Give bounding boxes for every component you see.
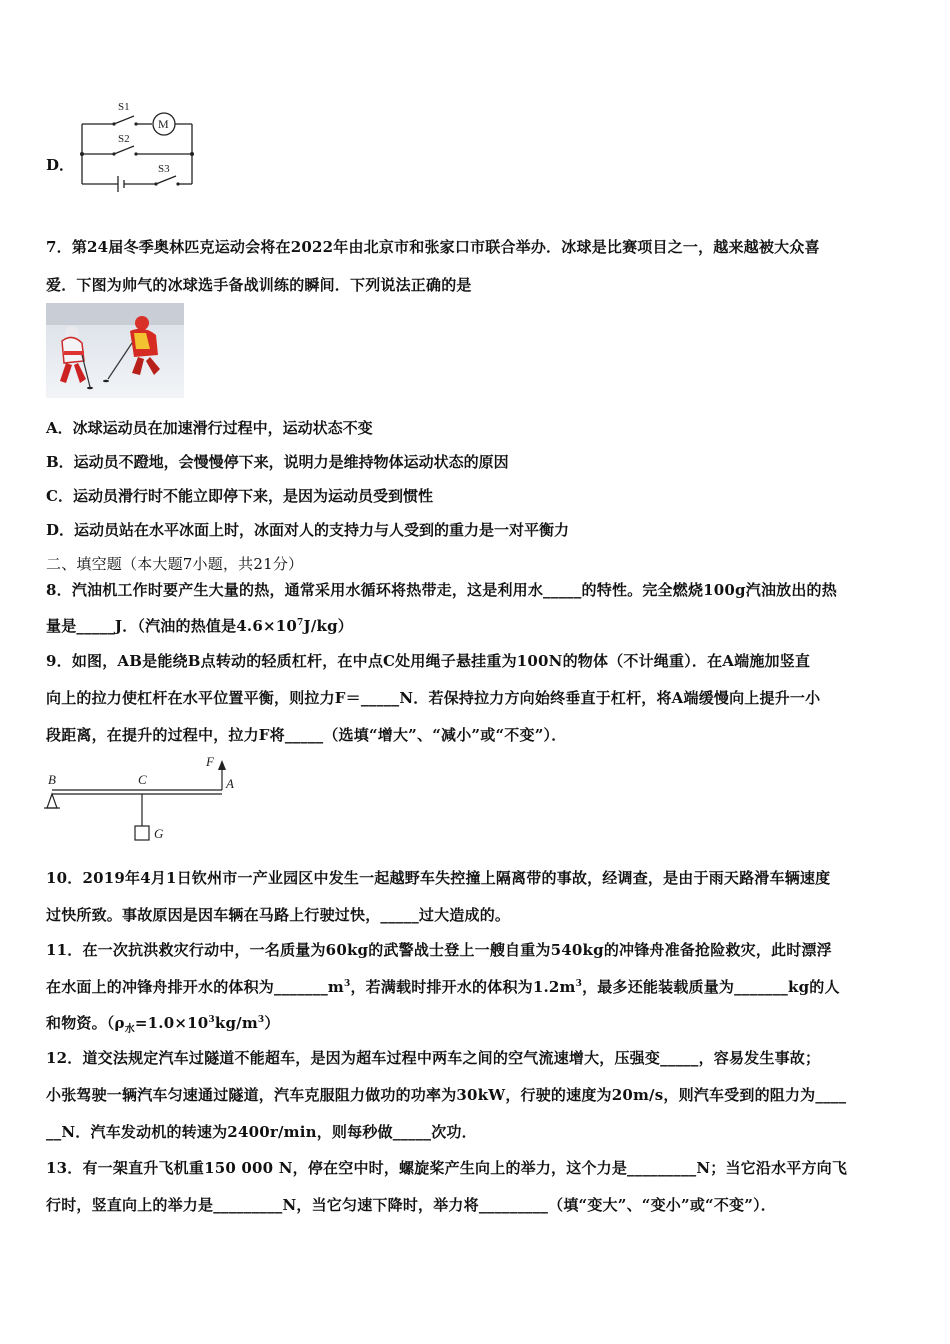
q8-line-2-unit: J/kg） [303,617,353,635]
label-b: B [48,772,56,787]
q9-line-3: 段距离，在提升的过程中，拉力F将_____（选填“增大”、“减小”或“不变”）． [46,726,567,744]
ice-hockey-photo [46,303,184,398]
q13-line-1: 13．有一架直升飞机重150 000 N，停在空中时，螺旋桨产生向上的举力，这个力是_________N；当它沿水平方向飞 [46,1159,848,1177]
q7-option-c: C．运动员滑行时不能立即停下来，是因为运动员受到惯性 [46,487,433,505]
label-f: F [206,754,214,769]
q11-line-2-b: ，若满载时排开水的体积为1.2m [350,978,576,996]
lever-diagram [44,754,244,846]
q11-exp-4: 3 [257,1015,265,1025]
section-heading: 二、填空题（本大题7小题，共21分） [46,555,304,573]
label-s2: S2 [118,133,130,145]
circuit-diagram [74,96,204,192]
q6-option-d-label: D． [46,156,75,174]
label-s3: S3 [158,163,170,175]
label-a: A [226,776,234,791]
q11-line-2-a: 在水面上的冲锋舟排开水的体积为_______m [46,978,344,996]
q8-line-2-text: 量是_____J．（汽油的热值是4.6×10 [46,617,298,635]
q11-exp-3: 3 [208,1015,215,1025]
q9-line-2: 向上的拉力使杠杆在水平位置平衡，则拉力F＝_____N．若保持拉力方向始终垂直于杠杆，将A端缓慢向上提升一小 [46,689,821,707]
q10-line-2: 过快所致。事故原因是因车辆在马路上行驶过快，_____过大造成的。 [46,906,511,924]
q8-exponent: 7 [297,618,304,628]
label-motor: M [158,117,169,131]
q12-line-3: __N．汽车发动机的转速为2400r/min，则每秒做_____次功． [46,1123,477,1141]
q7-option-b: B．运动员不蹬地，会慢慢停下来，说明力是维持物体运动状态的原因 [46,453,509,471]
q11-line-3 [46,1012,280,1035]
label-s1: S1 [118,101,130,113]
q11-rho-sub: 水 [124,1024,135,1035]
q13-line-2: 行时，竖直向上的举力是_________N，当它匀速下降时，举力将_________（填“变大”、“变小”或“不变”）． [46,1196,776,1214]
q12-line-2: 小张驾驶一辆汽车匀速通过隧道，汽车克服阻力做功的功率为30kW，行驶的速度为20m/s，则汽车受到的阻力为____ [46,1086,847,1104]
q12-line-1: 12．道交法规定汽车过隧道不能超车，是因为超车过程中两车之间的空气流速增大，压强变_____，容易发生事故； [46,1049,821,1067]
q8-line-1: 8．汽油机工作时要产生大量的热，通常采用水循环将热带走，这是利用水_____的特性。完全燃烧100g汽油放出的热 [46,581,837,599]
q7-stem-line-2: 爱．下图为帅气的冰球选手备战训练的瞬间．下列说法正确的是 [46,276,472,294]
q7-option-a: A．冰球运动员在加速滑行过程中，运动状态不变 [46,419,373,437]
q9-line-1: 9．如图，AB是能绕B点转动的轻质杠杆，在中点C处用绳子悬挂重为100N的物体（不计绳重）．在A端施加竖直 [46,652,811,670]
q7-stem-line-1: 7．第24届冬季奥林匹克运动会将在2022年由北京市和张家口市联合举办．冰球是比赛项目之一，越来越被大众喜 [46,238,820,256]
q11-exp-1: 3 [343,979,351,989]
label-g: G [154,826,164,841]
q11-line-3-post: ） [264,1014,280,1032]
q11-line-1: 11．在一次抗洪救灾行动中，一名质量为60kg的武警战士登上一艘自重为540kg的冲锋舟准备抢险救灾，此时漂浮 [46,941,832,959]
q11-line-2 [46,976,840,997]
label-c: C [138,772,147,787]
q11-line-3-unit: kg/m [214,1014,258,1032]
q11-exp-2: 3 [575,979,583,989]
q10-line-1: 10．2019年4月1日钦州市一产业园区中发生一起越野车失控撞上隔离带的事故，经调查，是由于雨天路滑车辆速度 [46,869,831,887]
q7-option-d: D．运动员站在水平冰面上时，冰面对人的支持力与人受到的重力是一对平衡力 [46,521,570,539]
q11-line-2-c: ，最多还能装载质量为_______kg的人 [582,978,840,996]
q11-line-3-mid: =1.0×10 [134,1014,209,1032]
q8-line-2 [46,615,353,636]
q11-line-3-pre: 和物资。（ρ [46,1014,125,1032]
